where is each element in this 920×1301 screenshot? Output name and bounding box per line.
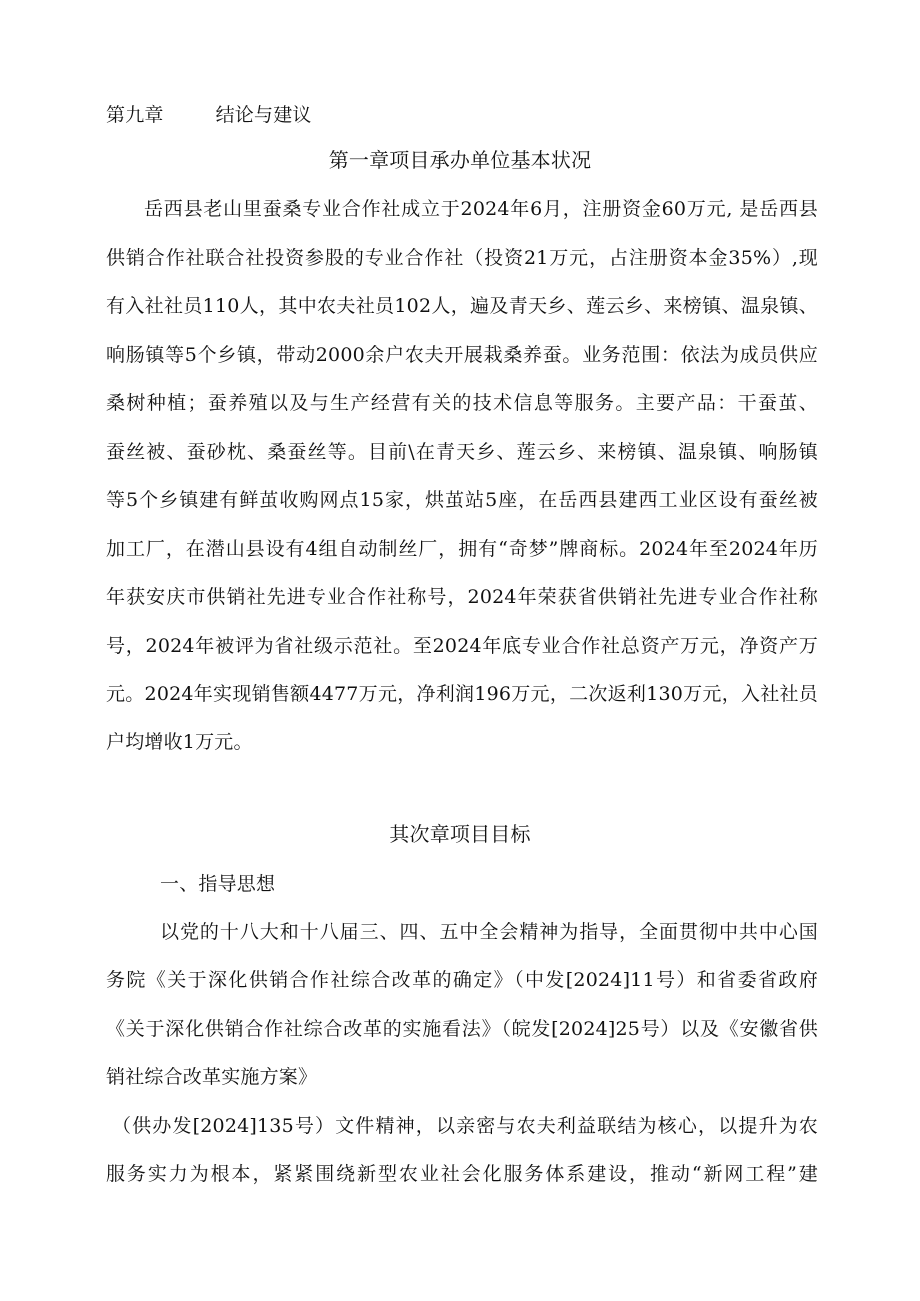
paragraph-line: （供办发[2024]135号）文件精神，以亲密与农夫利益联结为核心，以提升为农 — [112, 1115, 818, 1137]
paragraph-line: 以党的十八大和十八届三、四、五中全会精神为指导，全面贯彻中共中心国 — [160, 921, 818, 943]
paragraph-line: 销社综合改革实施方案》 — [106, 1066, 318, 1088]
paragraph-line: 元。2024年实现销售额4477万元，净利润196万元，二次返利130万元，入社社员 — [106, 683, 818, 705]
paragraph-line: 蚕丝被、蚕砂枕、桑蚕丝等。目前\在青天乡、莲云乡、来榜镇、温泉镇、响肠镇 — [106, 441, 818, 463]
chapter-heading — [106, 102, 312, 128]
paragraph-line: 户均增收1万元。 — [106, 731, 253, 753]
paragraph-line: 响肠镇等5个乡镇，带动2000余户农夫开展栽桑养蚕。业务范围：依法为成员供应 — [106, 344, 818, 366]
paragraph-line: 务院《关于深化供销合作社综合改革的确定》（中发[2024]11号）和省委省政府 — [106, 969, 818, 991]
chapter1-title: 第一章项目承办单位基本状况 — [328, 148, 592, 172]
paragraph-line: 服务实力为根本，紧紧围绕新型农业社会化服务体系建设，推动“新网工程”建 — [106, 1163, 818, 1185]
paragraph-line: 号，2024年被评为省社级示范社。至2024年底专业合作社总资产万元，净资产万 — [106, 635, 818, 657]
chapter-heading-title: 结论与建议 — [215, 104, 312, 126]
paragraph-line: 等5个乡镇建有鲜茧收购网点15家，烘茧站5座，在岳西县建西工业区设有蚕丝被 — [106, 489, 818, 511]
chapter2-title: 其次章项目目标 — [389, 822, 531, 846]
paragraph-line: 桑树种植；蚕养殖以及与生产经营有关的技术信息等服务。主要产品：干蚕茧、 — [106, 392, 818, 414]
section-heading-guiding-thought: 一、指导思想 — [160, 873, 276, 895]
paragraph-line: 年获安庆市供销社先进专业合作社称号，2024年荣获省供销社先进专业合作社称 — [106, 586, 818, 608]
paragraph-line: 有入社社员110人，其中农夫社员102人，遍及青天乡、莲云乡、来榜镇、温泉镇、 — [106, 295, 818, 317]
paragraph-line: 供销合作社联合社投资参股的专业合作社（投资21万元，占注册资本金35%）,现 — [106, 247, 818, 269]
paragraph-line: 加工厂，在潜山县设有4组自动制丝厂，拥有“奇梦”牌商标。2024年至2024年历 — [106, 538, 818, 560]
paragraph-line: 《关于深化供销合作社综合改革的实施看法》（皖发[2024]25号）以及《安徽省供 — [106, 1018, 818, 1040]
paragraph-line: 岳西县老山里蚕桑专业合作社成立于2024年6月，注册资金60万元, 是岳西县 — [144, 198, 818, 220]
chapter-number: 第九章 — [106, 104, 164, 126]
